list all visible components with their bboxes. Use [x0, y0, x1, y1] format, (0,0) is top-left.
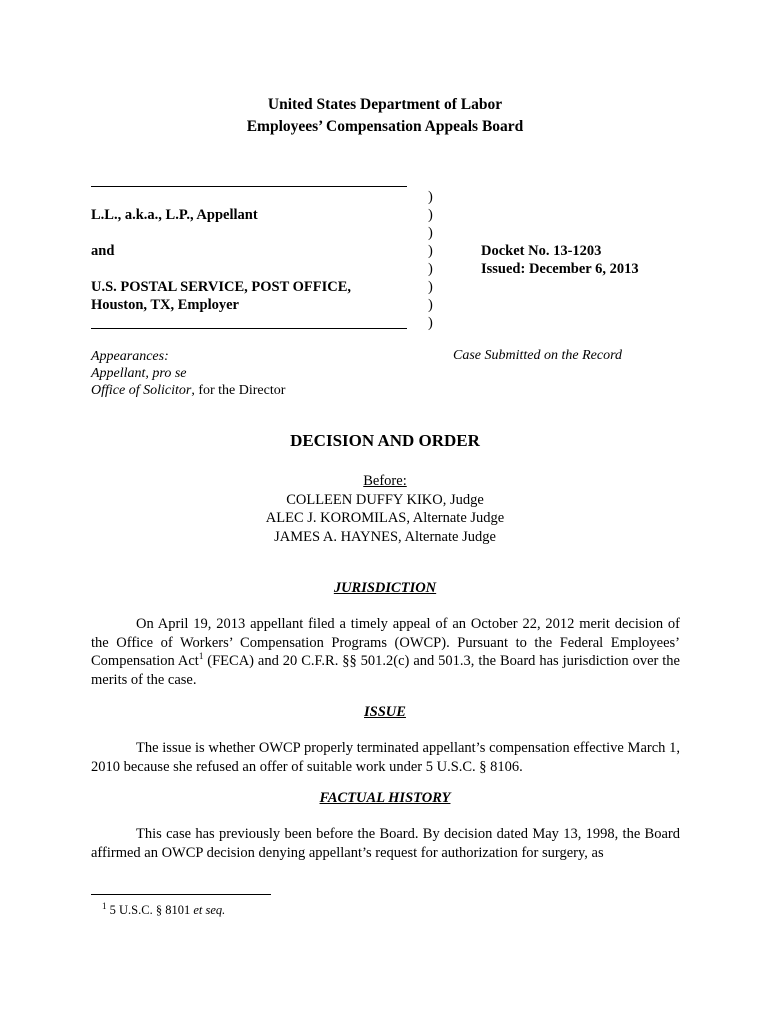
case-submitted-note: Case Submitted on the Record — [453, 348, 623, 363]
before-label: Before: — [363, 473, 407, 489]
employer-line1: U.S. POSTAL SERVICE, POST OFFICE, — [91, 279, 352, 295]
issue-text: The issue is whether OWCP properly terminated appellant’s compensation effective March 1, 2010 because she refused an offer of suitable work under 5 U.S.C. § 8106. — [91, 740, 680, 775]
docket-number: Docket No. 13-1203 — [481, 243, 602, 259]
appearances-block — [91, 348, 285, 399]
issued-date: Issued: December 6, 2013 — [481, 261, 639, 277]
paren: ) — [428, 261, 433, 277]
factual-history-heading: FACTUAL HISTORY — [319, 790, 451, 806]
footnote-mark: 1 — [102, 900, 107, 911]
paren: ) — [428, 189, 433, 205]
agency-name: United States Department of Labor — [267, 96, 503, 113]
caption-bottom-rule — [91, 328, 407, 329]
jurisdiction-text-a: On April 19, 2013 appellant filed a timely appeal of an October 22, 2012 merit decision of the Office of Workers’ Compensation Programs (OWCP). Pursuant to the Federal Employees’ Compensation Act — [91, 616, 680, 669]
footnote-rule — [91, 894, 271, 895]
judge-3: JAMES A. HAYNES, Alternate Judge — [274, 528, 496, 545]
solicitor-role: , for the Director — [191, 383, 286, 398]
paren: ) — [428, 279, 433, 295]
paren: ) — [428, 315, 433, 331]
issue-heading: ISSUE — [364, 704, 406, 720]
caption-top-rule — [91, 186, 407, 187]
footnote-1 — [102, 900, 226, 918]
docket-block — [481, 242, 639, 278]
solicitor-office: Office of Solicitor — [91, 383, 192, 398]
judge-2: ALEC J. KOROMILAS, Alternate Judge — [265, 510, 505, 526]
appearance-solicitor — [91, 382, 285, 399]
jurisdiction-heading: JURISDICTION — [333, 580, 437, 596]
paren: ) — [428, 225, 433, 241]
decision-title: DECISION AND ORDER — [290, 431, 480, 450]
footnote-text: 5 U.S.C. § 8101 — [106, 903, 194, 917]
appearances-label: Appearances: — [91, 349, 169, 364]
issue-paragraph — [91, 739, 680, 776]
factual-history-paragraph — [91, 825, 680, 862]
caption-parentheses — [428, 188, 433, 332]
paren: ) — [428, 243, 433, 259]
appearance-appellant: Appellant, pro se — [91, 366, 187, 381]
employer-line2: Houston, TX, Employer — [91, 297, 239, 313]
caption-and: and — [91, 243, 115, 259]
jurisdiction-text-b: (FECA) and 20 C.F.R. §§ 501.2(c) and 501.3, the Board has jurisdiction over the merits of the case. — [91, 653, 680, 688]
paren: ) — [428, 207, 433, 223]
jurisdiction-paragraph — [91, 615, 680, 689]
judges-panel — [0, 472, 770, 546]
paren: ) — [428, 297, 433, 313]
judge-1: COLLEEN DUFFY KIKO, Judge — [286, 491, 484, 508]
appellant-name: L.L., a.k.a., L.P., Appellant — [91, 207, 258, 223]
factual-history-text: This case has previously been before the Board. By decision dated May 13, 1998, the Board affirmed an OWCP decision denying appellant’s request for authorization for surgery, as — [91, 826, 680, 861]
board-name: Employees’ Compensation Appeals Board — [246, 118, 524, 135]
footnote-italic: et seq. — [193, 903, 226, 917]
footnote-ref[interactable]: 1 — [198, 651, 204, 662]
